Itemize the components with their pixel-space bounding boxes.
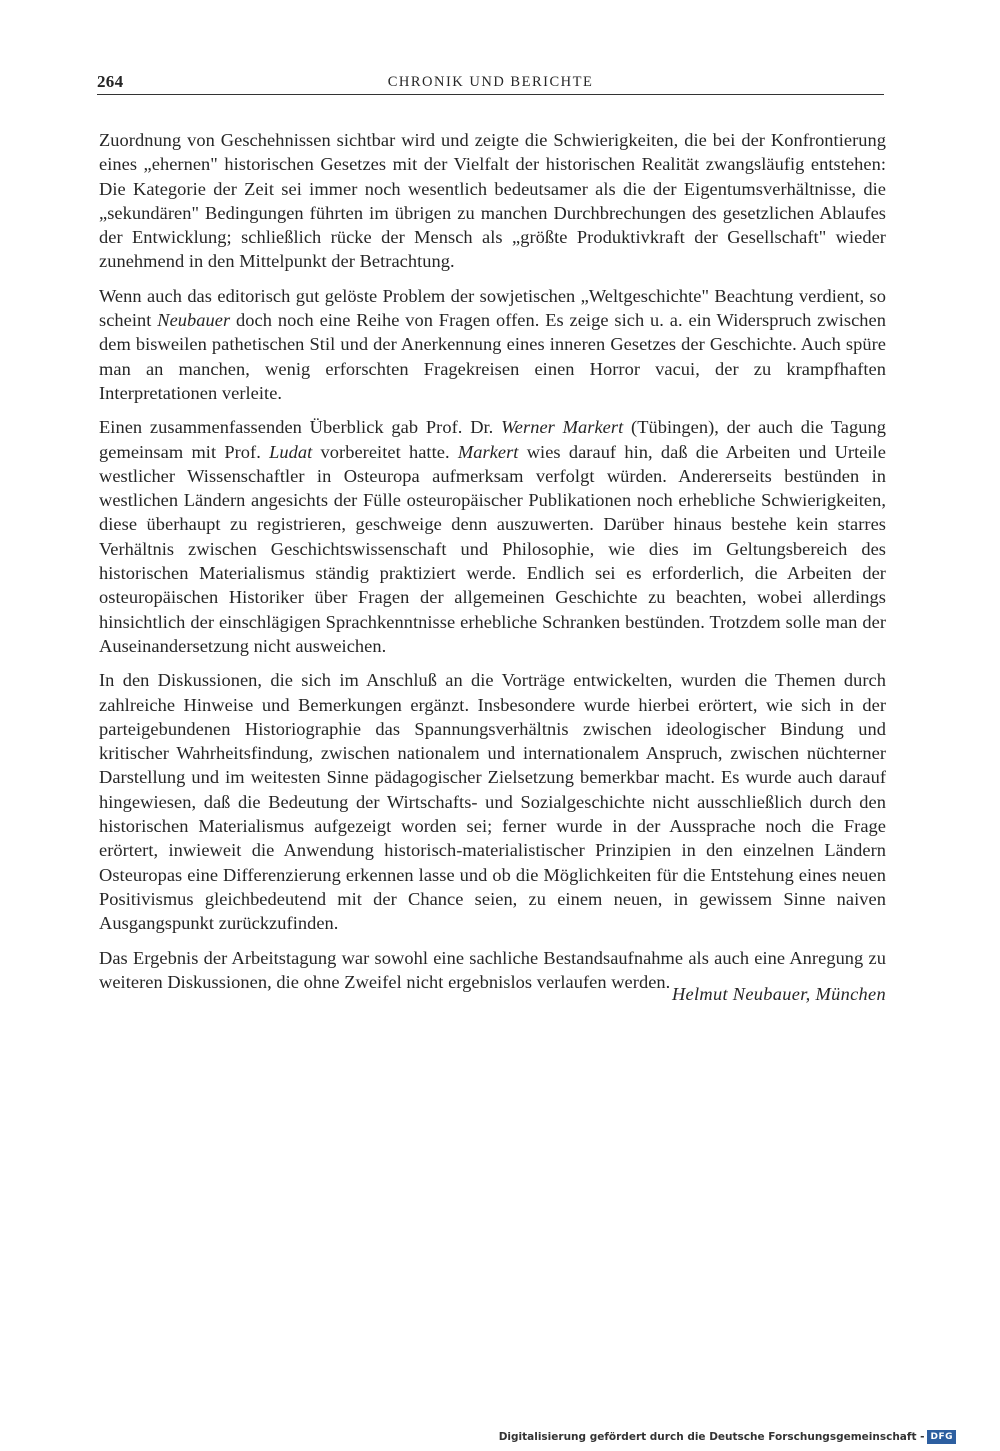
text-segment: Einen zusammenfassenden Überblick gab Prof. Dr. (99, 417, 502, 438)
italic-name: Markert (457, 441, 519, 462)
author-signature: Helmut Neubauer, München (671, 984, 886, 1005)
text-segment: wies darauf hin, daß die Arbeiten und Urteile westlicher Wissenschaftler in Osteuropa aufmerksam verfolgt würden. Andererseits bestünden in westlichen Ländern angesichts der Fülle osteuropäischer Publikationen noch erhebliche Schwierigkeiten, diese überhaupt zu registrieren, geschweige denn auszuwerten. Darüber hinaus bestehe kein starres Verhältnis zwischen Geschichtswissenschaft und Philosophie, wie dies im Geltungsbereich des historischen Materialismus ständig praktiziert werde. Endlich sei es erforderlich, die Arbeiten der osteuropäischen Historiker über Fragen der allgemeinen Geschichte zu beachten, wobei allerdings hinsichtlich der einschlägigen Sprachkenntnisse erhebliche Schranken bestünden. Trotzdem solle man der Auseinandersetzung nicht ausweichen. (99, 441, 887, 656)
text-segment: vorbereitet hatte. (312, 441, 458, 462)
italic-name: Neubauer (157, 310, 231, 331)
paragraph (99, 668, 886, 935)
italic-name: Ludat (269, 441, 313, 462)
text-segment: Das Ergebnis der Arbeitstagung war sowohl eine sachliche Bestandsaufnahme als auch eine Anregung zu weiteren Diskussionen, die ohne Zweifel nicht ergebnislos verlaufen werden. (99, 947, 886, 992)
paragraph (99, 128, 886, 274)
page-number: 264 (97, 72, 124, 91)
text-segment: doch noch eine Reihe von Fragen offen. Es zeige sich u. a. ein Widerspruch zwischen dem bisweilen pathetischen Stil und der Anerkennung eines inneren Gesetzes der Geschichte. Auch spüre man an manchen, wenig erforschten Fragekreisen einen Horror vacui, der zu krampfhaften Interpretationen verleite. (99, 310, 887, 403)
dfg-logo-icon: DFG (927, 1430, 956, 1444)
italic-name: Werner Markert (501, 417, 624, 438)
paragraph (99, 415, 886, 658)
article-body (99, 128, 886, 1006)
footer-text: Digitalisierung gefördert durch die Deutsche Forschungsgemeinschaft - (498, 1431, 925, 1443)
text-segment: (Tübingen), der auch die Tagung gemeinsam mit Prof. (99, 417, 887, 462)
text-segment: Zuordnung von Geschehnissen sichtbar wird und zeigte die Schwierigkeiten, die bei der Konfrontierung eines „ehernen" historischen Gesetzes mit der Vielfalt der historischen Realität zwangsläufig entstehen: Die Kategorie der Zeit sei immer noch wesentlich bedeutsamer als die der Eigentumsverhältnisse, die „sekundären" Bedingungen führten im übrigen zu manchen Durchbrechungen des gesetzlichen Ablaufes der Entwicklung; schließlich rücke der Mensch als „größte Produktivkraft der Gesellschaft" wieder zunehmend in den Mittelpunkt der Betrachtung. (99, 130, 886, 272)
footer-credit (499, 1429, 956, 1445)
text-segment: Wenn auch das editorisch gut gelöste Problem der sowjetischen „Weltgeschichte" Beachtung verdient, so scheint (99, 285, 886, 331)
paragraph (99, 284, 886, 405)
running-title: CHRONIK UND BERICHTE (387, 74, 594, 90)
text-segment: In den Diskussionen, die sich im Anschluß an die Vorträge entwickelten, wurden die Themen durch zahlreiche Hinweise und Bemerkungen ergänzt. Insbesondere wurde hierbei erörtert, wie sich in der parteigebundenen Historiographie das Spannungsverhältnis zwischen ideologischer Bindung und kritischer Wahrheitsfindung, zwischen nationalem und internationalem Anspruch, zwischen nüchterner Darstellung und im weitesten Sinne pädagogischer Zielsetzung bemerkbar macht. Es wurde auch darauf hingewiesen, daß die Bedeutung der Wirtschafts- und Sozialgeschichte nicht ausschließlich durch den historischen Materialismus aufgezeigt worden sei; ferner wurde in der Aussprache noch die Frage erörtert, inwieweit die Anwendung historisch-materialistischer Prinzipien in den einzelnen Ländern Osteuropas eine Differenzierung erkennen lasse und ob die Möglichkeiten für die Entstehung eines neuen Positivismus gleichbedeutend mit der Chance seien, zu einem neuen, in gewissem Sinne naiven Ausgangspunkt zurückzufinden. (99, 670, 886, 934)
page-header (97, 72, 884, 95)
